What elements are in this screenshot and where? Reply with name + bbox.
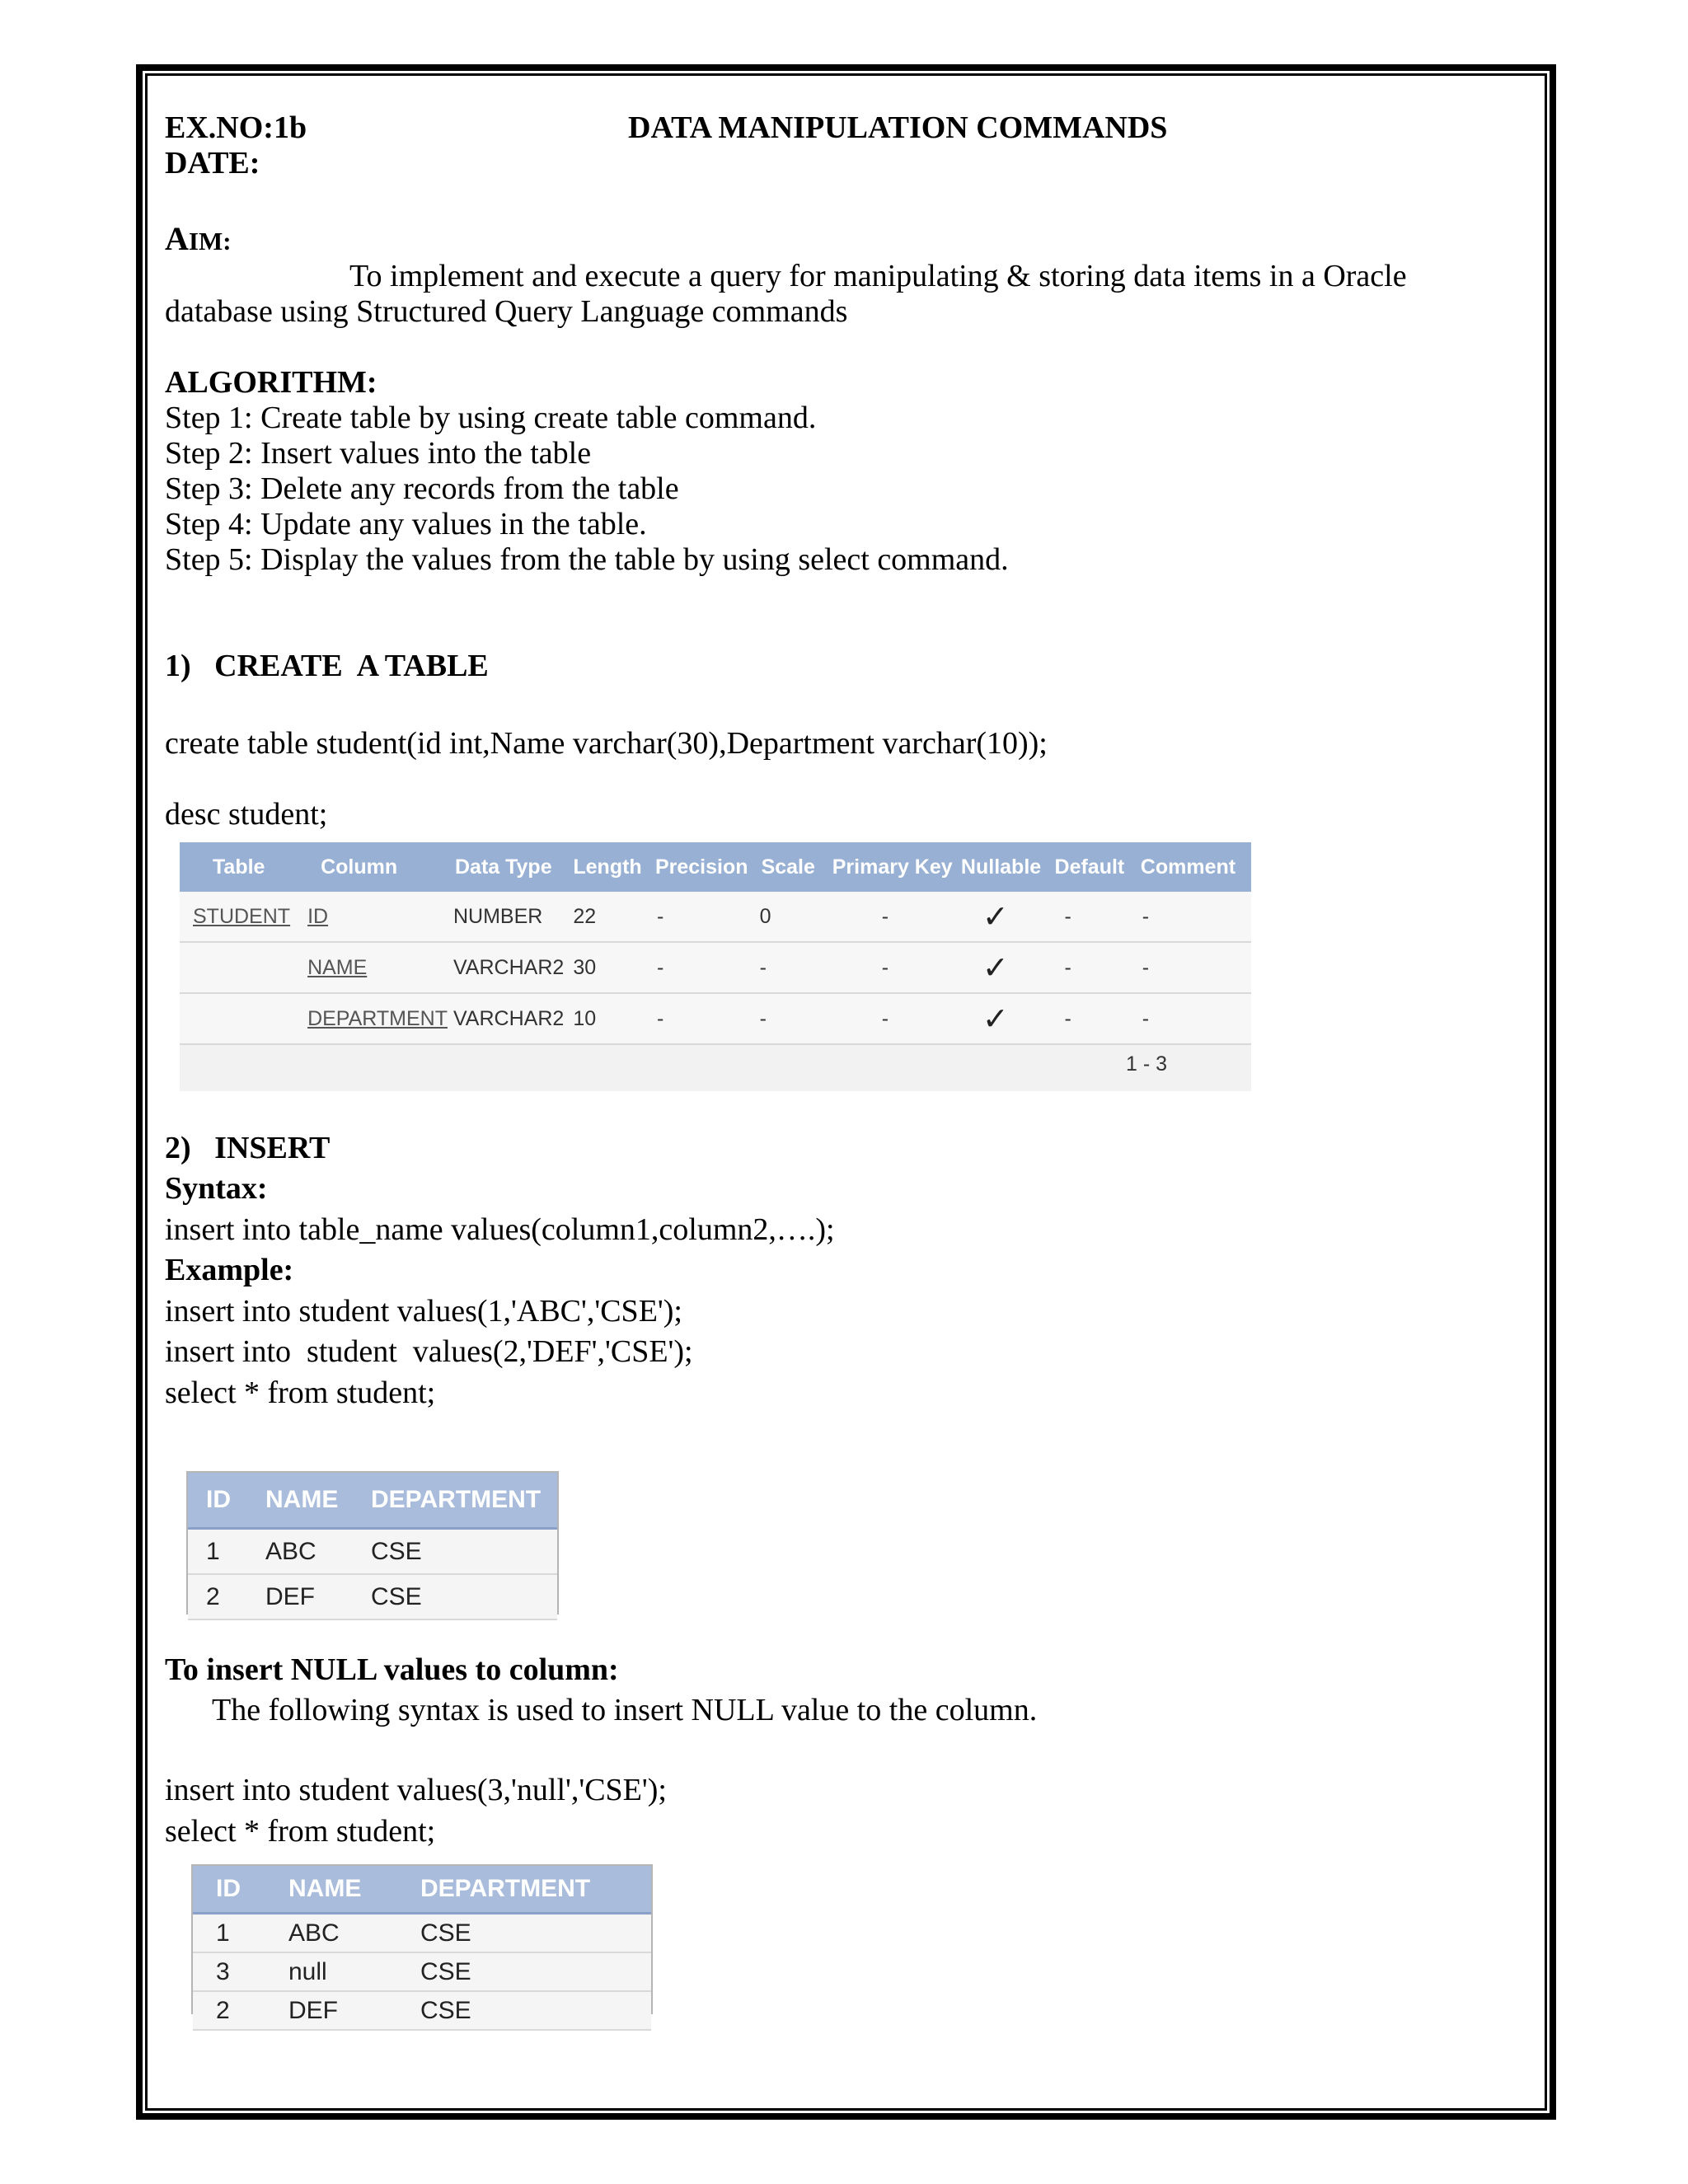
result-cell: DEF — [247, 1574, 353, 1619]
result-cell: 1 — [188, 1529, 247, 1575]
aim-heading-rest: IM: — [188, 227, 232, 255]
table-name-cell — [180, 942, 291, 993]
length-cell: 10 — [570, 993, 654, 1044]
column-name-link[interactable]: NAME — [291, 942, 448, 993]
select-result-table-1 — [186, 1471, 559, 1615]
result-cell: ABC — [265, 1914, 397, 1953]
precision-cell: - — [654, 942, 760, 993]
syntax-label: Syntax: — [165, 1171, 268, 1206]
primary-key-cell: - — [831, 942, 959, 993]
create-table-command: create table student(id int,Name varchar(30),Department varchar(10)); — [165, 726, 1048, 761]
desc-header-cell: Scale — [760, 842, 831, 892]
data-type-cell: VARCHAR2 — [448, 993, 570, 1044]
result-cell: CSE — [397, 1991, 651, 2030]
aim-heading — [165, 221, 232, 260]
exercise-number: EX.NO:1b — [165, 110, 307, 145]
date-label: DATE: — [165, 146, 260, 180]
result-header-cell: DEPARTMENT — [353, 1473, 557, 1529]
result-cell: ABC — [247, 1529, 353, 1575]
primary-key-cell: - — [831, 993, 959, 1044]
null-select-line: select * from student; — [165, 1814, 436, 1849]
desc-header-cell: Length — [570, 842, 654, 892]
column-name-link[interactable]: ID — [291, 892, 448, 942]
example-line: insert into student values(2,'DEF','CSE'); — [165, 1334, 693, 1369]
comment-cell: - — [1139, 993, 1251, 1044]
default-cell: - — [1053, 993, 1139, 1044]
scale-cell: 0 — [760, 892, 831, 942]
desc-table — [180, 842, 1251, 1045]
desc-header-cell: Precision — [654, 842, 760, 892]
table-row — [193, 1991, 651, 2030]
data-type-cell: VARCHAR2 — [448, 942, 570, 993]
table-row — [180, 993, 1251, 1044]
result-cell: 2 — [193, 1991, 265, 2030]
example-label: Example: — [165, 1253, 294, 1287]
precision-cell: - — [654, 993, 760, 1044]
result-header-row — [188, 1473, 557, 1529]
result-header-cell: ID — [193, 1866, 265, 1914]
desc-table-output — [180, 842, 1251, 1091]
insert-syntax: insert into table_name values(column1,column2,….); — [165, 1212, 835, 1247]
algorithm-step: Step 4: Update any values in the table. — [165, 507, 647, 541]
length-cell: 30 — [570, 942, 654, 993]
desc-header-cell: Comment — [1139, 842, 1251, 892]
scale-cell: - — [760, 942, 831, 993]
scale-cell: - — [760, 993, 831, 1044]
result-cell: 1 — [193, 1914, 265, 1953]
comment-cell: - — [1139, 892, 1251, 942]
result-header-cell: DEPARTMENT — [397, 1866, 651, 1914]
desc-header-cell: Nullable — [959, 842, 1053, 892]
result-cell: 3 — [193, 1952, 265, 1991]
result-cell: CSE — [353, 1574, 557, 1619]
desc-header-cell: Primary Key — [831, 842, 959, 892]
desc-header-cell: Table — [180, 842, 291, 892]
table-row — [188, 1529, 557, 1575]
default-cell: - — [1053, 942, 1139, 993]
insert-heading: 2) INSERT — [165, 1131, 331, 1165]
desc-header-cell: Default — [1053, 842, 1139, 892]
desc-command: desc student; — [165, 797, 328, 832]
nullable-check-icon: ✓ — [959, 993, 1053, 1044]
default-cell: - — [1053, 892, 1139, 942]
select-result-table-2 — [191, 1864, 653, 2024]
null-description: The following syntax is used to insert NULL value to the column. — [212, 1693, 1038, 1727]
table-row — [193, 1952, 651, 1991]
aim-heading-initial: A — [165, 220, 189, 257]
length-cell: 22 — [570, 892, 654, 942]
aim-line-2: database using Structured Query Language commands — [165, 294, 848, 329]
table-name-cell — [180, 993, 291, 1044]
column-name-link[interactable]: DEPARTMENT — [291, 993, 448, 1044]
table-row — [193, 1914, 651, 1953]
result-header-row — [193, 1866, 651, 1914]
example-line: insert into student values(1,'ABC','CSE'); — [165, 1294, 682, 1329]
row-count-footer: 1 - 3 — [1126, 1052, 1168, 1076]
algorithm-heading: ALGORITHM: — [165, 365, 377, 400]
desc-header-cell: Column — [291, 842, 448, 892]
example-line: select * from student; — [165, 1376, 436, 1410]
result-cell: CSE — [397, 1914, 651, 1953]
result-cell: 2 — [188, 1574, 247, 1619]
table-row — [180, 942, 1251, 993]
result-header-cell: ID — [188, 1473, 247, 1529]
null-heading: To insert NULL values to column: — [165, 1652, 619, 1687]
primary-key-cell: - — [831, 892, 959, 942]
algorithm-step: Step 2: Insert values into the table — [165, 436, 592, 471]
result-table — [193, 1866, 651, 2031]
algorithm-step: Step 1: Create table by using create table command. — [165, 401, 817, 435]
nullable-check-icon: ✓ — [959, 942, 1053, 993]
table-row — [180, 892, 1251, 942]
result-cell: null — [265, 1952, 397, 1991]
precision-cell: - — [654, 892, 760, 942]
data-type-cell: NUMBER — [448, 892, 570, 942]
result-cell: CSE — [353, 1529, 557, 1575]
algorithm-step: Step 3: Delete any records from the table — [165, 471, 679, 506]
table-name-link[interactable]: STUDENT — [180, 892, 291, 942]
create-table-heading: 1) CREATE A TABLE — [165, 649, 489, 683]
result-cell: CSE — [397, 1952, 651, 1991]
desc-header-row — [180, 842, 1251, 892]
table-row — [188, 1574, 557, 1619]
comment-cell: - — [1139, 942, 1251, 993]
page-title: DATA MANIPULATION COMMANDS — [628, 110, 1168, 145]
null-insert-line: insert into student values(3,'null','CSE'); — [165, 1773, 667, 1807]
nullable-check-icon: ✓ — [959, 892, 1053, 942]
result-table — [188, 1473, 557, 1620]
result-header-cell: NAME — [247, 1473, 353, 1529]
result-header-cell: NAME — [265, 1866, 397, 1914]
desc-header-cell: Data Type — [448, 842, 570, 892]
result-cell: DEF — [265, 1991, 397, 2030]
algorithm-step: Step 5: Display the values from the table by using select command. — [165, 542, 1009, 577]
aim-line-1: To implement and execute a query for manipulating & storing data items in a Oracle — [349, 259, 1407, 293]
